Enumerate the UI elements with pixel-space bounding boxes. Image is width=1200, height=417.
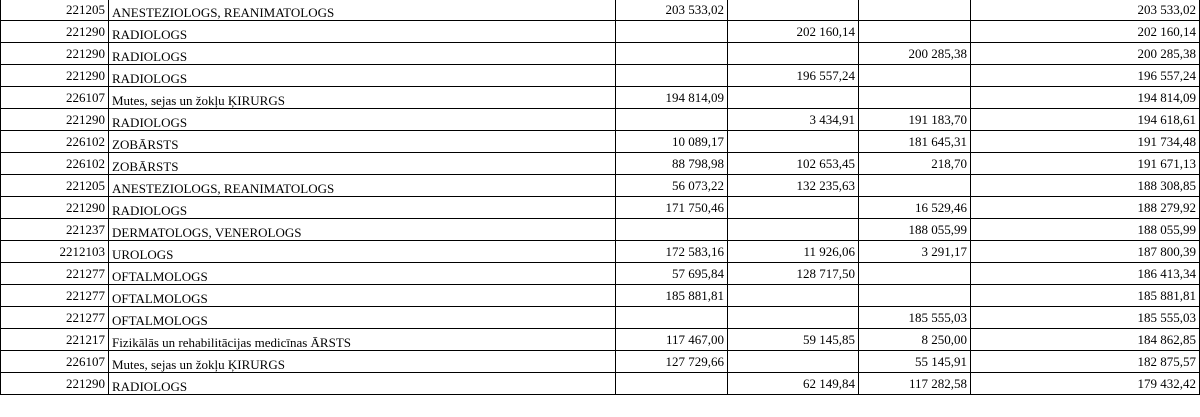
table-row [1,219,1200,241]
amount-cell-1: 127 729,66 [616,351,728,373]
total-cell: 196 557,24 [971,65,1200,87]
table-row [1,153,1200,175]
amount-cell-3 [859,285,971,307]
amount-cell-2: 128 717,50 [728,263,859,285]
specialty-cell: DERMATOLOGS, VENEROLOGS [109,219,616,241]
amount-cell-1: 57 695,84 [616,263,728,285]
total-cell: 203 533,02 [971,0,1200,21]
amount-cell-2 [728,197,859,219]
occupation-code-cell: 221290 [1,373,109,395]
amount-cell-3 [859,0,971,21]
amount-cell-3: 3 291,17 [859,241,971,263]
total-cell: 179 432,42 [971,373,1200,395]
amount-cell-1: 185 881,81 [616,285,728,307]
occupation-code-cell: 221217 [1,329,109,351]
amount-cell-2: 59 145,85 [728,329,859,351]
amount-cell-2 [728,131,859,153]
specialty-cell: Mutes, sejas un žokļu ĶIRURGS [109,351,616,373]
table-row [1,263,1200,285]
amount-cell-1: 172 583,16 [616,241,728,263]
table-row [1,65,1200,87]
amount-cell-3: 8 250,00 [859,329,971,351]
occupation-code-cell: 226102 [1,153,109,175]
amount-cell-3: 55 145,91 [859,351,971,373]
table-row [1,197,1200,219]
amount-cell-2 [728,0,859,21]
table-row [1,87,1200,109]
specialty-cell: RADIOLOGS [109,43,616,65]
amount-cell-1 [616,219,728,241]
amount-cell-2 [728,351,859,373]
occupation-code-cell: 221277 [1,285,109,307]
amount-cell-2 [728,87,859,109]
table-row [1,307,1200,329]
specialty-cell: RADIOLOGS [109,21,616,43]
total-cell: 185 555,03 [971,307,1200,329]
specialty-cell: ANESTEZIOLOGS, REANIMATOLOGS [109,0,616,21]
total-cell: 191 734,48 [971,131,1200,153]
amount-cell-3 [859,65,971,87]
amount-cell-1: 10 089,17 [616,131,728,153]
amount-cell-2: 11 926,06 [728,241,859,263]
table-row [1,241,1200,263]
specialty-cell: OFTALMOLOGS [109,307,616,329]
amount-cell-3 [859,87,971,109]
amount-cell-3: 218,70 [859,153,971,175]
total-cell: 191 671,13 [971,153,1200,175]
table-row [1,373,1200,395]
amount-cell-2: 3 434,91 [728,109,859,131]
amount-cell-1: 203 533,02 [616,0,728,21]
occupation-code-cell: 221277 [1,263,109,285]
table-row [1,21,1200,43]
amount-cell-2: 102 653,45 [728,153,859,175]
amount-cell-2: 132 235,63 [728,175,859,197]
amount-cell-2 [728,285,859,307]
amount-cell-3: 188 055,99 [859,219,971,241]
table-row [1,109,1200,131]
total-cell: 182 875,57 [971,351,1200,373]
table-row [1,351,1200,373]
table-row [1,329,1200,351]
specialty-cell: OFTALMOLOGS [109,285,616,307]
occupation-code-cell: 221290 [1,21,109,43]
total-cell: 185 881,81 [971,285,1200,307]
specialty-cell: ZOBĀRSTS [109,131,616,153]
table-row [1,131,1200,153]
occupation-code-cell: 221290 [1,197,109,219]
amount-cell-1 [616,21,728,43]
table-body [1,0,1200,395]
amount-cell-3: 16 529,46 [859,197,971,219]
occupation-code-cell: 226107 [1,87,109,109]
specialty-cell: RADIOLOGS [109,373,616,395]
amount-cell-1 [616,65,728,87]
specialty-cell: RADIOLOGS [109,109,616,131]
occupation-code-cell: 221205 [1,175,109,197]
amount-cell-1 [616,373,728,395]
specialty-cell: RADIOLOGS [109,65,616,87]
amount-cell-1 [616,307,728,329]
specialty-cell: Fizikālās un rehabilitācijas medicīnas ĀRSTS [109,329,616,351]
specialty-cell: OFTALMOLOGS [109,263,616,285]
specialty-cell: UROLOGS [109,241,616,263]
total-cell: 202 160,14 [971,21,1200,43]
occupation-code-cell: 226102 [1,131,109,153]
amount-cell-2 [728,219,859,241]
total-cell: 186 413,34 [971,263,1200,285]
total-cell: 200 285,38 [971,43,1200,65]
occupation-code-cell: 226107 [1,351,109,373]
amount-cell-3: 117 282,58 [859,373,971,395]
amount-cell-1: 88 798,98 [616,153,728,175]
amount-cell-2 [728,307,859,329]
occupation-code-cell: 2212103 [1,241,109,263]
occupation-code-cell: 221277 [1,307,109,329]
amount-cell-2: 62 149,84 [728,373,859,395]
amount-cell-1: 194 814,09 [616,87,728,109]
amount-cell-1: 117 467,00 [616,329,728,351]
occupation-code-cell: 221237 [1,219,109,241]
occupation-code-cell: 221290 [1,43,109,65]
table-row [1,43,1200,65]
amount-cell-3: 185 555,03 [859,307,971,329]
amount-cell-3: 181 645,31 [859,131,971,153]
specialty-cell: RADIOLOGS [109,197,616,219]
occupation-code-cell: 221205 [1,0,109,21]
amount-cell-3 [859,263,971,285]
specialty-cell: ZOBĀRSTS [109,153,616,175]
amount-cell-1 [616,43,728,65]
amount-cell-1 [616,109,728,131]
amount-cell-2: 202 160,14 [728,21,859,43]
occupation-code-cell: 221290 [1,109,109,131]
table-row [1,175,1200,197]
table-row [1,0,1200,21]
total-cell: 188 279,92 [971,197,1200,219]
amount-cell-1: 56 073,22 [616,175,728,197]
total-cell: 188 055,99 [971,219,1200,241]
total-cell: 187 800,39 [971,241,1200,263]
amount-cell-2: 196 557,24 [728,65,859,87]
amount-cell-3: 191 183,70 [859,109,971,131]
table-row [1,285,1200,307]
amount-cell-1: 171 750,46 [616,197,728,219]
total-cell: 184 862,85 [971,329,1200,351]
total-cell: 188 308,85 [971,175,1200,197]
specialty-cell: ANESTEZIOLOGS, REANIMATOLOGS [109,175,616,197]
occupation-code-cell: 221290 [1,65,109,87]
specialty-cell: Mutes, sejas un žokļu ĶIRURGS [109,87,616,109]
total-cell: 194 618,61 [971,109,1200,131]
amount-cell-3 [859,21,971,43]
total-cell: 194 814,09 [971,87,1200,109]
amount-cell-3 [859,175,971,197]
amount-cell-3: 200 285,38 [859,43,971,65]
amount-cell-2 [728,43,859,65]
